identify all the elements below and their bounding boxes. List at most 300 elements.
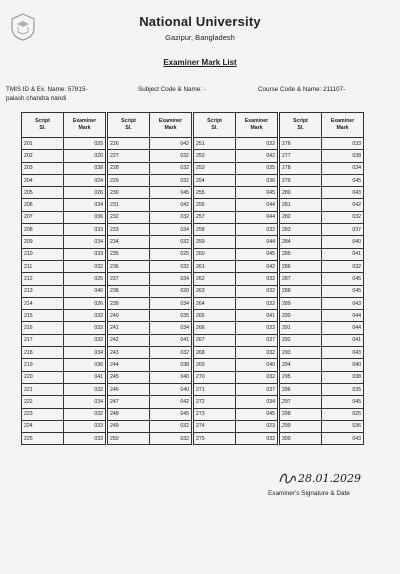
- examiner-mark: 024: [64, 174, 106, 186]
- script-serial: 232: [108, 211, 150, 223]
- examiner-mark: 036: [322, 420, 364, 432]
- examiner-mark: 034: [322, 162, 364, 174]
- examiner-mark: 036: [64, 359, 106, 371]
- script-serial: 224: [22, 420, 64, 432]
- handwritten-signature: [276, 468, 366, 488]
- script-serial: 278: [280, 162, 322, 174]
- script-serial: 217: [22, 334, 64, 346]
- script-serial: 277: [280, 150, 322, 162]
- examiner-mark: 044: [236, 211, 278, 223]
- tmis-id: TMIS ID & Ex. Name: 57815-: [6, 86, 88, 93]
- table-row: [280, 150, 364, 162]
- examiner-mark: 037: [236, 334, 278, 346]
- script-serial: 280: [280, 187, 322, 199]
- script-serial: 225: [22, 433, 64, 445]
- examiner-mark: 032: [64, 383, 106, 395]
- script-serial: 262: [194, 273, 236, 285]
- table-row: [194, 383, 278, 395]
- script-serial: 219: [22, 359, 64, 371]
- table-row: [108, 310, 192, 322]
- script-serial: 251: [194, 138, 236, 150]
- table-row: [194, 211, 278, 223]
- script-serial: 227: [108, 150, 150, 162]
- header-examiner-mark: Examiner Mark: [322, 113, 364, 138]
- examiner-mark: 032: [64, 408, 106, 420]
- script-serial: 292: [280, 334, 322, 346]
- examiner-mark: 040: [150, 371, 192, 383]
- script-serial: 205: [22, 187, 64, 199]
- examiner-mark: 032: [236, 224, 278, 236]
- table-row: [22, 199, 106, 211]
- script-serial: 297: [280, 396, 322, 408]
- table-row: [280, 199, 364, 211]
- header-script-sl: Script Sl.: [22, 113, 64, 138]
- script-serial: 241: [108, 322, 150, 334]
- table-row: [194, 297, 278, 309]
- examiner-mark: 032: [322, 260, 364, 272]
- examiner-mark: 032: [150, 433, 192, 445]
- examiner-mark: 032: [64, 260, 106, 272]
- examiner-mark: 025: [64, 273, 106, 285]
- script-serial: 256: [194, 199, 236, 211]
- examiner-mark: 025: [150, 248, 192, 260]
- examiner-mark: 045: [322, 285, 364, 297]
- table-row: [108, 162, 192, 174]
- table-row: [194, 310, 278, 322]
- examiner-mark: 033: [64, 224, 106, 236]
- table-row: [194, 248, 278, 260]
- examiner-mark: 026: [64, 187, 106, 199]
- script-serial: 287: [280, 273, 322, 285]
- script-serial: 210: [22, 248, 64, 260]
- header-examiner-mark: Examiner Mark: [64, 113, 106, 138]
- table-row: [194, 224, 278, 236]
- examiner-mark: 042: [236, 150, 278, 162]
- examiner-mark: 045: [236, 248, 278, 260]
- university-name: National University: [139, 14, 261, 29]
- examiner-mark: 036: [236, 174, 278, 186]
- examiner-mark: 045: [322, 396, 364, 408]
- examiner-mark: 032: [150, 236, 192, 248]
- script-serial: 270: [194, 371, 236, 383]
- script-serial: 279: [280, 174, 322, 186]
- examiner-mark: 045: [150, 408, 192, 420]
- table-row: [280, 211, 364, 223]
- examiner-mark: 032: [322, 211, 364, 223]
- examiner-mark: 036: [64, 211, 106, 223]
- script-serial: 237: [108, 273, 150, 285]
- script-serial: 273: [194, 408, 236, 420]
- table-row: [280, 297, 364, 309]
- header-examiner-mark: Examiner Mark: [236, 113, 278, 138]
- examiner-mark: 041: [150, 334, 192, 346]
- table-row: [22, 174, 106, 186]
- table-row: [22, 310, 106, 322]
- table-row: [108, 297, 192, 309]
- examiner-mark: 020: [64, 150, 106, 162]
- script-serial: 207: [22, 211, 64, 223]
- header-examiner-mark: Examiner Mark: [150, 113, 192, 138]
- table-row: [22, 187, 106, 199]
- table-row: [280, 322, 364, 334]
- table-row: [280, 359, 364, 371]
- examiner-mark: 032: [150, 420, 192, 432]
- script-serial: 272: [194, 396, 236, 408]
- examiner-mark: 040: [64, 285, 106, 297]
- script-serial: 283: [280, 224, 322, 236]
- examiner-mark: 034: [150, 224, 192, 236]
- script-serial: 245: [108, 371, 150, 383]
- script-serial: 218: [22, 347, 64, 359]
- examiner-mark: 041: [64, 371, 106, 383]
- table-row: [108, 359, 192, 371]
- script-serial: 285: [280, 248, 322, 260]
- examiner-mark: 041: [322, 334, 364, 346]
- examiner-mark: 041: [322, 248, 364, 260]
- examiner-mark: 032: [150, 211, 192, 223]
- script-serial: 236: [108, 260, 150, 272]
- table-row: [22, 138, 106, 150]
- script-serial: 239: [108, 297, 150, 309]
- examiner-mark: 040: [150, 383, 192, 395]
- script-serial: 216: [22, 322, 64, 334]
- table-row: [194, 138, 278, 150]
- script-serial: 234: [108, 236, 150, 248]
- table-row: [108, 383, 192, 395]
- table-row: [194, 162, 278, 174]
- script-serial: 223: [22, 408, 64, 420]
- script-serial: 261: [194, 260, 236, 272]
- script-serial: 243: [108, 347, 150, 359]
- script-serial: 267: [194, 334, 236, 346]
- script-serial: 260: [194, 248, 236, 260]
- examiner-mark: 045: [322, 174, 364, 186]
- examiner-mark: 045: [322, 273, 364, 285]
- table-row: [194, 396, 278, 408]
- table-row: [22, 162, 106, 174]
- examiner-mark: 044: [236, 236, 278, 248]
- table-row: [108, 138, 192, 150]
- script-serial: 299: [280, 420, 322, 432]
- table-row: [108, 322, 192, 334]
- examiner-mark: 035: [322, 383, 364, 395]
- mark-table-4: [279, 112, 364, 445]
- examiner-mark: 042: [150, 396, 192, 408]
- script-serial: 233: [108, 224, 150, 236]
- script-serial: 250: [108, 433, 150, 445]
- table-row: [22, 420, 106, 432]
- table-row: [194, 359, 278, 371]
- examiner-mark: 045: [236, 408, 278, 420]
- table-row: [280, 285, 364, 297]
- examiner-mark: 038: [64, 162, 106, 174]
- script-serial: 242: [108, 334, 150, 346]
- script-serial: 246: [108, 383, 150, 395]
- table-row: [194, 408, 278, 420]
- examiner-mark: 045: [236, 187, 278, 199]
- table-row: [22, 260, 106, 272]
- table-row: [108, 150, 192, 162]
- script-serial: 295: [280, 371, 322, 383]
- script-serial: 211: [22, 260, 64, 272]
- table-row: [280, 371, 364, 383]
- examiner-mark: 040: [322, 236, 364, 248]
- examiner-mark: 032: [150, 150, 192, 162]
- table-row: [22, 359, 106, 371]
- table-row: [280, 236, 364, 248]
- table-row: [194, 322, 278, 334]
- script-serial: 259: [194, 236, 236, 248]
- examiner-mark: 033: [236, 322, 278, 334]
- script-serial: 286: [280, 260, 322, 272]
- examiner-mark: 033: [64, 433, 106, 445]
- examiner-mark: 038: [322, 150, 364, 162]
- examiner-mark: 042: [150, 199, 192, 211]
- examiner-mark: 043: [322, 433, 364, 445]
- script-serial: 238: [108, 285, 150, 297]
- script-serial: 281: [280, 199, 322, 211]
- examiner-mark: 034: [150, 273, 192, 285]
- table-row: [280, 347, 364, 359]
- table-row: [108, 187, 192, 199]
- table-row: [108, 347, 192, 359]
- examiner-mark: 034: [64, 347, 106, 359]
- script-serial: 263: [194, 285, 236, 297]
- table-row: [108, 273, 192, 285]
- script-serial: 221: [22, 383, 64, 395]
- examiner-mark: 023: [236, 420, 278, 432]
- script-serial: 271: [194, 383, 236, 395]
- mark-table-1: [21, 112, 106, 445]
- mark-table-3: [193, 112, 278, 445]
- table-row: [280, 310, 364, 322]
- examiner-mark: 026: [64, 297, 106, 309]
- table-row: [108, 248, 192, 260]
- script-serial: 266: [194, 322, 236, 334]
- table-row: [108, 433, 192, 445]
- examiner-mark: 043: [322, 347, 364, 359]
- examiner-mark: 040: [322, 359, 364, 371]
- table-row: [194, 371, 278, 383]
- table-row: [108, 420, 192, 432]
- subject-code: Subject Code & Name: -: [138, 86, 206, 93]
- examiner-mark: 037: [322, 224, 364, 236]
- table-row: [22, 322, 106, 334]
- table-row: [22, 297, 106, 309]
- script-serial: 258: [194, 224, 236, 236]
- script-serial: 300: [280, 433, 322, 445]
- table-row: [280, 408, 364, 420]
- script-serial: 244: [108, 359, 150, 371]
- examiner-name: palash chandra nandi: [6, 95, 67, 102]
- table-row: [108, 199, 192, 211]
- table-row: [108, 334, 192, 346]
- table-row: [280, 334, 364, 346]
- examiner-mark: 032: [64, 334, 106, 346]
- table-row: [108, 396, 192, 408]
- list-title: Examiner Mark List: [163, 58, 237, 67]
- examiner-mark: 042: [236, 260, 278, 272]
- script-serial: 282: [280, 211, 322, 223]
- examiner-mark: 040: [236, 359, 278, 371]
- table-row: [22, 273, 106, 285]
- examiner-mark: 032: [236, 285, 278, 297]
- table-row: [108, 285, 192, 297]
- script-serial: 255: [194, 187, 236, 199]
- script-serial: 230: [108, 187, 150, 199]
- table-row: [22, 248, 106, 260]
- script-serial: 229: [108, 174, 150, 186]
- script-serial: 214: [22, 297, 64, 309]
- script-serial: 240: [108, 310, 150, 322]
- table-row: [108, 236, 192, 248]
- examiner-mark: 032: [236, 138, 278, 150]
- table-row: [22, 224, 106, 236]
- table-row: [194, 347, 278, 359]
- script-serial: 213: [22, 285, 64, 297]
- examiner-mark: 035: [236, 162, 278, 174]
- table-row: [280, 383, 364, 395]
- header-script-sl: Script Sl.: [194, 113, 236, 138]
- signature-label: Examiner's Signature & Date: [268, 490, 350, 497]
- header-script-sl: Script Sl.: [108, 113, 150, 138]
- table-row: [108, 408, 192, 420]
- script-serial: 293: [280, 347, 322, 359]
- examiner-mark: 020: [150, 285, 192, 297]
- table-row: [22, 347, 106, 359]
- script-serial: 289: [280, 297, 322, 309]
- table-row: [194, 420, 278, 432]
- examiner-mark: 044: [322, 322, 364, 334]
- examiner-mark: 044: [236, 199, 278, 211]
- table-row: [22, 150, 106, 162]
- examiner-mark: 032: [236, 347, 278, 359]
- table-row: [194, 273, 278, 285]
- table-row: [280, 248, 364, 260]
- script-serial: 253: [194, 162, 236, 174]
- script-serial: 252: [194, 150, 236, 162]
- script-serial: 249: [108, 420, 150, 432]
- script-serial: 203: [22, 162, 64, 174]
- course-code: Course Code & Name: 211107-: [258, 86, 346, 93]
- table-row: [22, 371, 106, 383]
- script-serial: 212: [22, 273, 64, 285]
- script-serial: 202: [22, 150, 64, 162]
- table-row: [280, 396, 364, 408]
- table-row: [22, 334, 106, 346]
- examiner-mark: 045: [150, 187, 192, 199]
- script-serial: 228: [108, 162, 150, 174]
- table-row: [22, 236, 106, 248]
- table-row: [108, 371, 192, 383]
- table-row: [194, 174, 278, 186]
- examiner-mark: 032: [236, 371, 278, 383]
- examiner-mark: 032: [150, 260, 192, 272]
- table-row: [280, 187, 364, 199]
- table-row: [108, 224, 192, 236]
- script-serial: 201: [22, 138, 64, 150]
- examiner-mark: 041: [236, 310, 278, 322]
- table-row: [280, 433, 364, 445]
- script-serial: 298: [280, 408, 322, 420]
- table-row: [194, 187, 278, 199]
- header-script-sl: Script Sl.: [280, 113, 322, 138]
- table-row: [108, 211, 192, 223]
- examiner-mark: 035: [150, 310, 192, 322]
- script-serial: 254: [194, 174, 236, 186]
- university-location: Gazipur, Bangladesh: [165, 33, 235, 42]
- examiner-mark: 033: [64, 322, 106, 334]
- script-serial: 275: [194, 433, 236, 445]
- script-serial: 257: [194, 211, 236, 223]
- table-row: [280, 174, 364, 186]
- examiner-mark: 033: [322, 138, 364, 150]
- examiner-mark: 034: [150, 322, 192, 334]
- script-serial: 288: [280, 285, 322, 297]
- script-serial: 284: [280, 236, 322, 248]
- examiner-mark: 032: [236, 297, 278, 309]
- table-row: [22, 433, 106, 445]
- mark-table-2: [107, 112, 192, 445]
- table-row: [280, 260, 364, 272]
- script-serial: 296: [280, 383, 322, 395]
- examiner-mark: 033: [64, 248, 106, 260]
- examiner-mark: 025: [322, 408, 364, 420]
- examiner-mark: 043: [322, 297, 364, 309]
- script-serial: 264: [194, 297, 236, 309]
- examiner-mark: 032: [236, 433, 278, 445]
- examiner-mark: 034: [64, 199, 106, 211]
- examiner-mark: 037: [236, 383, 278, 395]
- examiner-mark: 042: [150, 138, 192, 150]
- script-serial: 204: [22, 174, 64, 186]
- script-serial: 274: [194, 420, 236, 432]
- table-row: [194, 433, 278, 445]
- script-serial: 290: [280, 310, 322, 322]
- script-serial: 291: [280, 322, 322, 334]
- examiner-mark: 034: [64, 236, 106, 248]
- examiner-mark: 032: [236, 273, 278, 285]
- examiner-mark: 032: [150, 162, 192, 174]
- examiner-mark: 042: [322, 199, 364, 211]
- table-row: [194, 150, 278, 162]
- table-row: [108, 260, 192, 272]
- examiner-mark: 034: [236, 396, 278, 408]
- script-serial: 206: [22, 199, 64, 211]
- table-row: [22, 211, 106, 223]
- examiner-mark: 038: [150, 359, 192, 371]
- signature-date: 28.01.2029: [298, 472, 361, 485]
- table-row: [22, 285, 106, 297]
- script-serial: 226: [108, 138, 150, 150]
- script-serial: 276: [280, 138, 322, 150]
- table-row: [280, 273, 364, 285]
- table-row: [194, 334, 278, 346]
- script-serial: 294: [280, 359, 322, 371]
- script-serial: 222: [22, 396, 64, 408]
- examiner-mark: 025: [64, 138, 106, 150]
- script-serial: 231: [108, 199, 150, 211]
- table-row: [194, 199, 278, 211]
- script-serial: 265: [194, 310, 236, 322]
- examiner-mark: 034: [150, 297, 192, 309]
- table-row: [108, 174, 192, 186]
- table-row: [280, 162, 364, 174]
- examiner-mark: 038: [322, 371, 364, 383]
- examiner-mark: 032: [64, 310, 106, 322]
- examiner-mark: 032: [150, 347, 192, 359]
- table-row: [280, 138, 364, 150]
